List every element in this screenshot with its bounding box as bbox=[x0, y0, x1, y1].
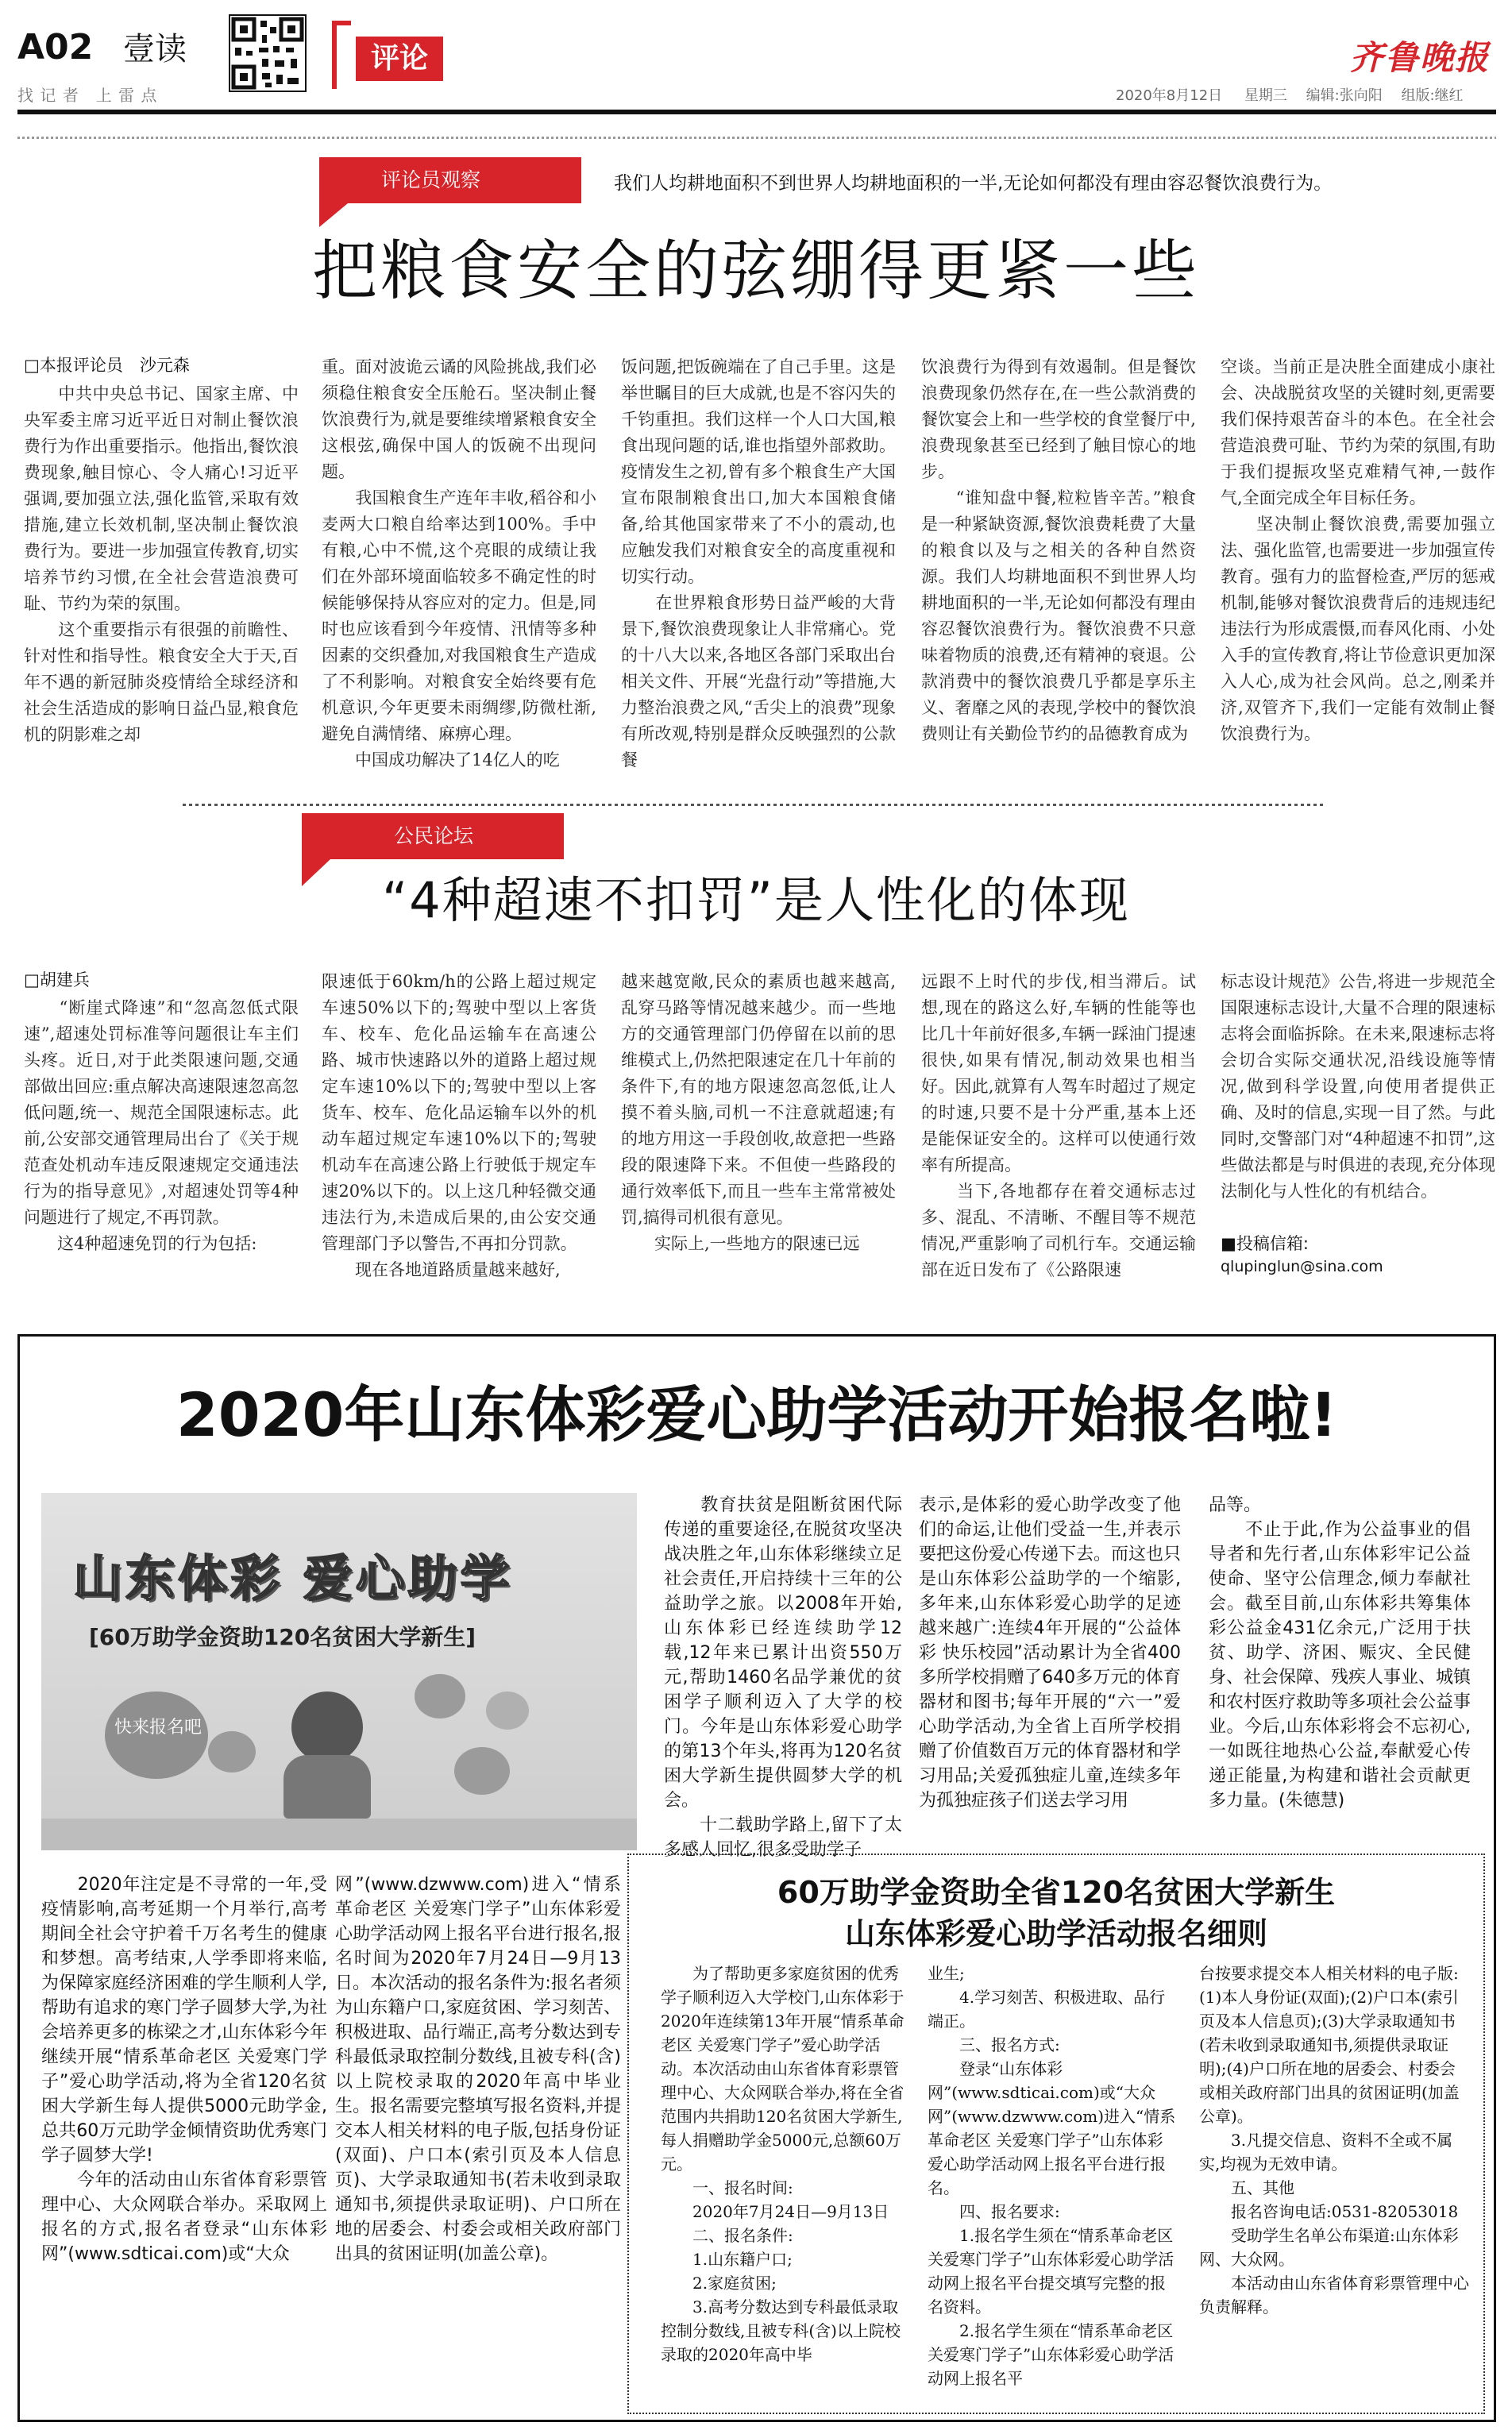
balloon-icon bbox=[486, 1691, 529, 1730]
article2-column-4: 远跟不上时代的步伐,相当滞后。试想,现在的路这么好,车辆的性能等也比几十年前好很多,车辆一踩油门提速很快,如果有情况,制动效果也相当好。因此,就算有人驾车时超过了规定的时速,只要不是十分严重,基本上还是能保证安全的。这样可以使通行效率有所提高。 当下,各地都存在着交通标志过多、混乱、不清晰、不醒目等不规范情况,严重影响了司机行车。交通运输部在近日发布了《公路限速 bbox=[921, 972, 1196, 1279]
ad-headline: 2020年山东体彩爱心助学活动开始报名啦! bbox=[176, 1379, 1338, 1450]
student-figure-icon bbox=[291, 1691, 363, 1763]
editor-credit: 编辑:张向阳 bbox=[1306, 87, 1383, 104]
ad-poster-title: 山东体彩 爱心助学 bbox=[73, 1549, 513, 1607]
rules-title-1: 60万助学金资助全省120名贫困大学新生 bbox=[777, 1875, 1336, 1910]
contact-label: ■投稿信箱: bbox=[1221, 1234, 1309, 1253]
layout-credit: 组版:继红 bbox=[1401, 87, 1464, 104]
balloon-icon bbox=[208, 1731, 256, 1772]
issue-date: 2020年8月12日 bbox=[1116, 87, 1223, 104]
section-bracket bbox=[332, 21, 351, 89]
article2-tag: 公民论坛 bbox=[394, 824, 474, 847]
page-number: A02 bbox=[17, 27, 94, 68]
article1-column-4: 饮浪费行为得到有效遏制。但是餐饮浪费现象仍然存在,在一些公款消费的餐饮宴会上和一些学校的食堂餐厅中,浪费现象甚至已经到了触目惊心的地步。 “谁知盘中餐,粒粒皆辛苦。”粮食是一种紧缺资源,餐饮浪费耗费了大量的粮食以及与之相关的各种自然资源。我们人均耕地面积不到世界人均耕地面积的一半,无论如何都没有理由容忍餐饮浪费行为。餐饮浪费不只意味着物质的浪费,还有精神的衰退。公款消费中的餐饮浪费几乎都是享乐主义、奢靡之风的表现,学校中的餐饮浪费则让有关勤俭节约的品德教育成为 bbox=[921, 357, 1196, 743]
article1-lede: 我们人均耕地面积不到世界人均耕地面积的一半,无论如何都没有理由容忍餐饮浪费行为。 bbox=[614, 173, 1333, 194]
article1-column-2: 重。面对波诡云谲的风险挑战,我们必须稳住粮食安全压舱石。坚决制止餐饮浪费行为,就是要维续增紧粮食安全这根弦,确保中国人的饭碗不出现问题。 我国粮食生产连年丰收,稻谷和小麦两大口粮自给率达到100%。手中有粮,心中不慌,这个亮眼的成绩让我们在外部环境面临较多不确定性的时候能够保持从容应对的定力。但是,同时也应该看到今年疫情、汛情等多种因素的交织叠加,对我国粮食生产造成了不利影响。对粮食安全始终要有危机意识,今年更要未雨绸缪,防微杜渐,避免自满情绪、麻痹心理。 中国成功解决了14亿人的吃 bbox=[322, 357, 596, 770]
rules-column-3: 台按要求提交本人相关材料的电子版:(1)本人身份证(双面);(2)户口本(索引页及本人信息页);(3)大学录取通知书(若未收到录取通知书,须提供录取证明);(4)户口所在地的居委会、村委会或相关政府部门出具的贫困证明(加盖公章)。 3.凡提交信息、资料不全或不属实,均视为无效申请。 五、其他 报名咨询电话:0531-82053018 受助学生名单公布渠道:山东体彩网、大众网。 本活动由山东省体育彩票管理中心负责解释。 bbox=[1199, 1964, 1469, 2316]
ad-right-column-2: 品等。 不止于此,作为公益事业的倡导者和先行者,山东体彩牢记公益使命、坚守公信理念,倾力奉献社会。截至目前,山东体彩共筹集体彩公益金431亿余元,广泛用于扶贫、助学、济困、赈灾、全民健身、社会保障、残疾人事业、城镇和农村医疗救助等多项社会公益事业。今后,山东体彩将会不忘初心,一如既往地热心公益,奉献爱心传递正能量,为构建和谐社会贡献更多力量。(朱德慧) bbox=[1209, 1495, 1472, 1811]
article1-title: 把粮食安全的弦绷得更紧一些 bbox=[311, 233, 1200, 309]
balloon-icon bbox=[454, 1747, 510, 1795]
balloon-icon bbox=[415, 1674, 465, 1718]
ad-poster-sign: 快来报名吧 bbox=[114, 1718, 202, 1738]
header-rule bbox=[17, 110, 1496, 114]
section-subtitle: 找 记 者 上 雷 点 bbox=[17, 86, 158, 105]
ad-poster bbox=[41, 1493, 637, 1850]
section-tag: 评论 bbox=[356, 37, 443, 81]
header-rule-thin bbox=[17, 137, 1496, 139]
ad-left-column-1: 2020年注定是不寻常的一年,受疫情影响,高考延期一个月举行,高考期间全社会守护着千万名考生的健康和梦想。高考结束,人学季即将来临,为保障家庭经济困难的学生顺利人学,帮助有追求的寒门学子圆梦大学,为社会培养更多的栋梁之才,山东体彩今年继续开展“情系革命老区 关爱寒门学子”爱心助学活动,将为全省120名贫困大学新生每人提供5000元助学金,总共60万元助学金倾情资助优秀寒门学子圆梦大学! 今年的活动由山东省体育彩票管理中心、大众网联合举办。采取网上报名的方式,报名者登录“山东体彩网”(www.sdticai.com)或“大众 bbox=[41, 1875, 327, 2264]
issue-weekday: 星期三 bbox=[1244, 87, 1287, 104]
ad-left-column-2: 网”(www.dzwww.com)进入“情系革命老区 关爱寒门学子”山东体彩爱心助学活动网上报名平台进行报名,报名时间为2020年7月24日—9月13日。本次活动的报名条件为:报名者须为山东籍户口,家庭贫困、学习刻苦、积极进取、品行端正,高考分数达到专科最低录取控制分数线,且被专科(含)以上院校录取的2020年高中毕业生。报名需要完整填写报名资料,并提交本人相关材料的电子版,包括身份证(双面)、户口本(索引页及本人信息页)、大学录取通知书(若未收到录取通知书,须提供录取证明)、户口所在地的居委会、村委会或相关政府部门出具的贫困证明(加盖公章)。 bbox=[335, 1875, 621, 2264]
article1-column-1: 中共中央总书记、国家主席、中央军委主席习近平近日对制止餐饮浪费行为作出重要指示。他指出,餐饮浪费现象,触目惊心、令人痛心!习近平强调,要加强立法,强化监管,采取有效措施,建立长效机制,坚决制止餐饮浪费行为。要进一步加强宣传教育,切实培养节约习惯,在全社会营造浪费可耻、节约为荣的氛围。 这个重要指示有很强的前瞻性、针对性和指导性。粮食安全大于天,百年不遇的新冠肺炎疫情给全球经济和社会生活造成的影响日益凸显,粮食危机的阴影难之却 bbox=[24, 384, 299, 744]
qr-code bbox=[229, 14, 307, 92]
article-divider bbox=[183, 804, 1326, 806]
article1-column-3: 饭问题,把饭碗端在了自己手里。这是举世瞩目的巨大成就,也是不容闪失的千钧重担。我们这样一个人口大国,粮食出现问题的话,谁也指望外部救助。疫情发生之初,曾有多个粮食生产大国宣布限制粮食出口,加大本国粮食储备,给其他国家带来了不小的震动,也应触发我们对粮食安全的高度重视和切实行动。 在世界粮食形势日益严峻的大背景下,餐饮浪费现象让人非常痛心。党的十八大以来,各地区各部门采取出台相关文件、开展“光盘行动”等措施,大力整治浪费之风,“舌尖上的浪费”现象有所改观,特别是群众反映强烈的公款餐 bbox=[621, 357, 896, 770]
ad-right-column-1: 表示,是体彩的爱心助学改变了他们的命运,让他们受益一生,并表示要把这份爱心传递下去。而这也只是山东体彩公益助学的一个缩影,多年来,山东体彩爱心助学的足迹越来越广:连续4年开展的“公益体彩 快乐校园”活动累计为全省400多所学校捐赠了640多万元的体育器材和图书;每年开展的“六一”爱心助学活动,为全省上百所学校捐赠了价值数百万元的体育器材和学习用品;关爱孤独症儿童,连续多年为孤独症孩子们送去学习用 bbox=[919, 1495, 1182, 1811]
student-figure-body bbox=[284, 1755, 371, 1819]
article2-column-1: “断崖式降速”和“忽高忽低式限速”,超速处罚标准等问题很让车主们头疼。近日,对于此类限速问题,交通部做出回应:重点解决高速限速忽高忽低问题,统一、规范全国限速标志。此前,公安部交通管理局出台了《关于规范查处机动车违反限速规定交通违法行为的指导意见》,对超速处罚等4种问题进行了规定,不再罚款。 这4种超速免罚的行为包括: bbox=[24, 998, 299, 1253]
article1-tag: 评论员观察 bbox=[381, 168, 481, 191]
dateline bbox=[1116, 84, 1464, 105]
article2-column-5: 标志设计规范》公告,将进一步规范全国限速标志设计,大量不合理的限速标志将会面临拆除。在未来,限速标志将会切合实际交通状况,沿线设施等情况,做到科学设置,向使用者提供正确、及时的信息,实现一目了然。与此同时,交警部门对“4种超速不扣罚”,这些做法都是与时俱进的表现,充分体现法制化与人性化的有机结合。 bbox=[1221, 972, 1495, 1201]
rules-column-2: 业生; 4.学习刻苦、积极进取、品行端正。 三、报名方式: 登录“山东体彩网”(www.sdticai.com)或“大众网”(www.dzwww.com)进入“情系革命老区 关爱寒门学子”山东体彩爱心助学活动网上报名平台进行报名。 四、报名要求: 1.报名学生须在“情系革命老区 关爱寒门学子”山东体彩爱心助学活动网上报名平台提交填写完整的报名资料。 2.报名学生须在“情系革命老区 关爱寒门学子”山东体彩爱心助学活动网上报名平 bbox=[928, 1964, 1176, 2388]
contact-email: qlupinglun@sina.com bbox=[1221, 1258, 1383, 1275]
qr-code-icon bbox=[230, 16, 305, 91]
ad-poster-sub: [60万助学金资助120名贫困大学新生] bbox=[89, 1624, 476, 1650]
newspaper-logo: 齐鲁晚报 bbox=[1350, 38, 1491, 77]
ad-mid-column: 教育扶贫是阻断贫困代际传递的重要途径,在脱贫攻坚决战决胜之年,山东体彩继续立足社会责任,开启持续十三年的公益助学之旅。以2008年开始,山东体彩已经连续助学12载,12年来已累计出资550万元,帮助1460名品学兼优的贫困学子顺利迈入了大学的校门。今年是山东体彩爱心助学的第13个年头,将再为120名贫困大学新生提供圆梦大学的机会。 十二载助学路上,留下了太多感人回忆,很多受助学子 bbox=[664, 1495, 902, 1860]
article2-column-2: 限速低于60km/h的公路上超过规定车速50%以下的;驾驶中型以上客货车、校车、危化品运输车在高速公路、城市快速路以外的道路上超过规定车速10%以下的;驾驶中型以上客货车、校车、危化品运输车以外的机动车超过规定车速10%以下的;驾驶机动车在高速公路上行驶低于规定车速20%以下的。以上这几种轻微交通违法行为,未造成后果的,由公安交通管理部门予以警告,不再扣分罚款。 现在各地道路质量越来越好, bbox=[322, 972, 596, 1279]
section-name: 壹读 bbox=[123, 31, 187, 68]
article1-tag-notch bbox=[319, 203, 348, 227]
ground-stripe bbox=[41, 1819, 637, 1850]
rules-title-2: 山东体彩爱心助学活动报名细则 bbox=[844, 1916, 1267, 1951]
article2-byline: □胡建兵 bbox=[24, 970, 90, 989]
article2-column-3: 越来越宽敞,民众的素质也越来越高,乱穿马路等情况越来越少。而一些地方的交通管理部门仍停留在以前的思维模式上,仍然把限速定在几十年前的条件下,有的地方限速忽高忽低,让人摸不着头脑,司机一不注意就超速;有的地方用这一手段创收,故意把一些路段的限速降下来。不但使一些路段的通行效率低下,而且一些车主常常被处罚,搞得司机很有意见。 实际上,一些地方的限速已远 bbox=[621, 972, 896, 1253]
article1-column-5: 空谈。当前正是决胜全面建成小康社会、决战脱贫攻坚的关键时刻,更需要我们保持艰苦奋斗的本色。在全社会营造浪费可耻、节约为荣的氛围,有助于我们提振攻坚克难精气神,一鼓作气,全面完成全年目标任务。 坚决制止餐饮浪费,需要加强立法、强化监管,也需要进一步加强宣传教育。强有力的监督检查,严厉的惩戒机制,能够对餐饮浪费背后的违规违纪违法行为形成震慑,而春风化雨、小处入手的宣传教育,将让节俭意识更加深入人心,成为社会风尚。总之,刚柔并济,双管齐下,我们一定能有效制止餐饮浪费行为。 bbox=[1221, 357, 1495, 743]
rules-column-1: 为了帮助更多家庭贫困的优秀学子顺利迈入大学校门,山东体彩于2020年连续第13年开展“情系革命老区 关爱寒门学子”爱心助学活动。本次活动由山东省体育彩票管理中心、大众网联合举办,将在全省范围内共捐助120名贫困大学新生,每人捐赠助学金5000元,总额60万元。 一、报名时间: 2020年7月24日—9月13日 二、报名条件: 1.山东籍户口; 2.家庭贫困; 3.高考分数达到专科最低录取控制分数线,且被专科(含)以上院校录取的2020年高中毕 bbox=[661, 1964, 904, 2364]
article1-byline: □本报评论员 沙元森 bbox=[24, 356, 190, 375]
article2-title: “4种超速不扣罚”是人性化的体现 bbox=[382, 871, 1130, 929]
